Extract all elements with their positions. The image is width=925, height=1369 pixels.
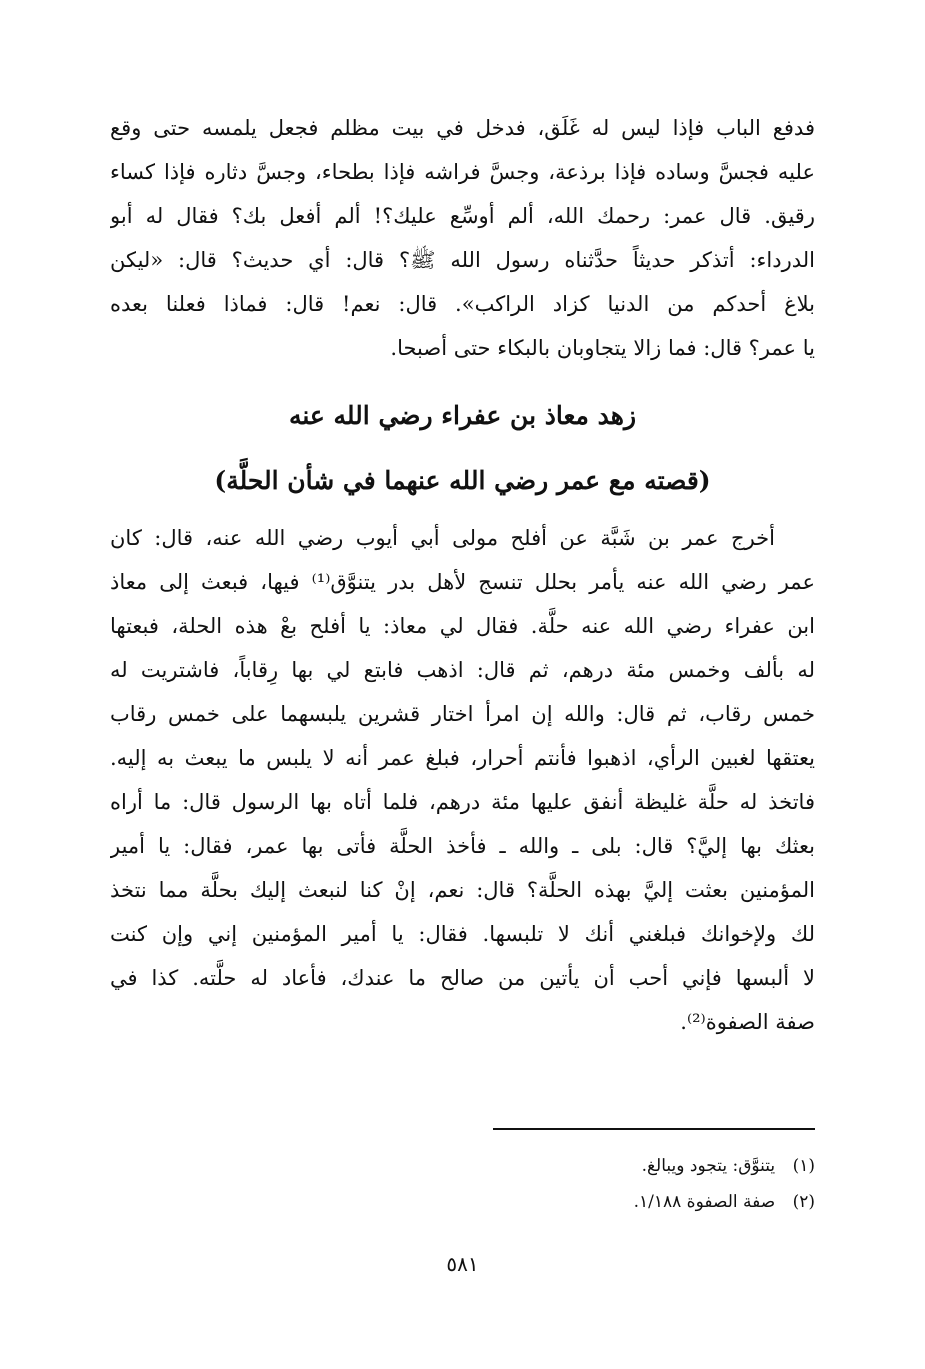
- text-line: يا عمر؟ قال: فما زالا يتجاوبان بالبكاء حتى أصبحا.: [390, 336, 815, 360]
- text-line: فاتخذ له حلَّة غليظة أنفق عليها مئة درهم، فلما أتاه بها الرسول قال: ما أراه: [110, 790, 815, 814]
- page-number: ٥٨١: [446, 1252, 479, 1276]
- section-subheading: (قصته مع عمر رضي الله عنهما في شأن الحلَّة): [214, 466, 711, 495]
- text-line: ابن عفراء رضي الله عنه حلَّة. فقال لي معاذ: يا أفلح بعْ هذه الحلة، فبعتها: [110, 614, 815, 638]
- text-line: خمس رقاب، ثم قال: والله إن امرأ اختار قشرين يلبسهما على خمس رقاب: [110, 702, 815, 726]
- text-line: عليه فجسَّ وساده فإذا برذعة، وجسَّ فراشه فإذا بطحاء، وجسَّ دثاره فإذا كساء: [110, 160, 815, 184]
- text-line: بعثك بها إليَّ؟ قال: بلى ـ والله ـ فأخذ الحلَّة فأتى بها عمر، فقال: يا أمير: [110, 834, 815, 858]
- text-line: لك ولإخوانك فبلغني أنك لا تلبسها. فقال: يا أمير المؤمنين إني وإن كنت: [110, 922, 815, 946]
- footnotes: [110, 1148, 815, 1220]
- footnote-item: [110, 1184, 815, 1220]
- text-line: الدرداء: أتذكر حديثاً حدَّثناه رسول الله ﷺ؟ قال: أي حديث؟ قال: «ليكن: [110, 248, 815, 272]
- text-line: رقيق. قال عمر: رحمك الله، ألم أوسِّع عليك؟! ألم أفعل بك؟ فقال له أبو: [110, 204, 815, 228]
- section-heading: زهد معاذ بن عفراء رضي الله عنه: [288, 401, 637, 430]
- text-line: لا ألبسها فإني أحب أن يأتين من صالح ما عندك، فأعاد له حلَّته. كذا في: [110, 966, 815, 990]
- footnote-text: يتنوَّق: يتجود ويبالغ.: [641, 1156, 776, 1176]
- text-line: بلاغ أحدكم من الدنيا كزاد الراكب». قال: نعم! قال: فماذا فعلنا بعده: [110, 292, 815, 316]
- text-line: صفة الصفوة⁽²⁾.: [680, 1010, 815, 1034]
- text-line: يعتقها لغبين الرأي، اذهبوا فأنتم أحرار، فبلغ عمر أنه لا يلبس ما يبعث به إليه.: [110, 746, 815, 770]
- footnote-item: [110, 1148, 815, 1184]
- text-line: المؤمنين بعثت إليَّ بهذه الحلَّة؟ قال: نعم، إنْ كنا لنبعث إليك بحلَّة مما نتخذ: [110, 878, 815, 902]
- text-line: عمر رضي الله عنه يأمر بحلل تنسج لأهل بدر يتنوَّق⁽¹⁾ فيها، فبعث إلى معاذ: [110, 570, 815, 594]
- footnote-text: صفة الصفوة ١/١٨٨.: [633, 1192, 776, 1212]
- text-line: له بألف وخمس مئة درهم، ثم قال: اذهب فابتع لي بها رِقاباً، فاشتريت له: [110, 658, 815, 682]
- paragraph-story: [110, 516, 815, 1044]
- footnote-separator: [493, 1128, 815, 1130]
- footnote-number: (١): [792, 1156, 815, 1176]
- paragraph-opening: [110, 106, 815, 370]
- text-line: فدفع الباب فإذا ليس له غَلَق، فدخل في بيت مظلم فجعل يلمسه حتى وقع: [110, 116, 815, 140]
- footnote-number: (٢): [792, 1192, 815, 1212]
- text-line: أخرج عمر بن شَبَّة عن أفلح مولى أبي أيوب رضي الله عنه، قال: كان: [110, 526, 775, 550]
